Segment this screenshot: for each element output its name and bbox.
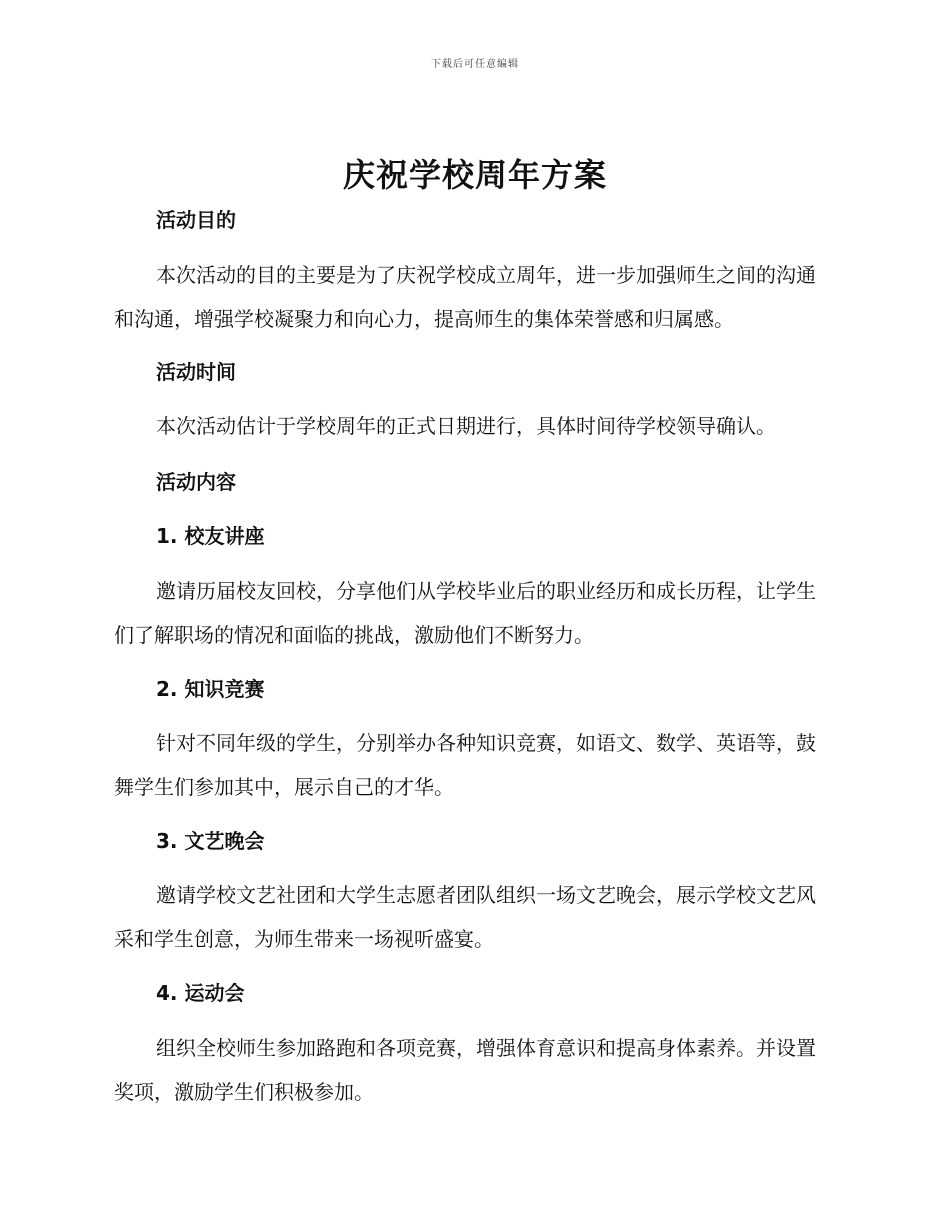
section-text-purpose: 本次活动的目的主要是为了庆祝学校成立周年，进一步加强师生之间的沟通和沟通，增强学校凝聚力和向心力，提高师生的集体荣誉感和归属感。 bbox=[114, 263, 816, 331]
item-heading-alumni-lecture: 1. 校友讲座 bbox=[156, 524, 265, 548]
section-heading-content: 活动内容 bbox=[156, 470, 236, 494]
section-heading-purpose: 活动目的 bbox=[156, 208, 236, 232]
item-heading-knowledge-contest: 2. 知识竞赛 bbox=[156, 677, 265, 701]
item-heading-sports-meet: 4. 运动会 bbox=[156, 981, 245, 1005]
section-heading-time: 活动时间 bbox=[156, 360, 236, 384]
section-text-time: 本次活动估计于学校周年的正式日期进行，具体时间待学校领导确认。 bbox=[156, 414, 776, 438]
page-header-note: 下载后可任意编辑 bbox=[431, 59, 519, 70]
item-text-alumni-lecture: 邀请历届校友回校，分享他们从学校毕业后的职业经历和成长历程，让学生们了解职场的情况和面临的挑战，激励他们不断努力。 bbox=[114, 579, 816, 647]
item-text-knowledge-contest: 针对不同年级的学生，分别举办各种知识竞赛，如语文、数学、英语等，鼓舞学生们参加其中，展示自己的才华。 bbox=[114, 731, 816, 799]
document-title: 庆祝学校周年方案 bbox=[342, 156, 607, 194]
item-heading-art-gala: 3. 文艺晚会 bbox=[156, 829, 265, 853]
item-text-sports-meet: 组织全校师生参加路跑和各项竞赛，增强体育意识和提高身体素养。并设置奖项，激励学生们积极参加。 bbox=[114, 1036, 816, 1104]
item-text-art-gala: 邀请学校文艺社团和大学生志愿者团队组织一场文艺晚会，展示学校文艺风采和学生创意，为师生带来一场视听盛宴。 bbox=[114, 883, 816, 951]
